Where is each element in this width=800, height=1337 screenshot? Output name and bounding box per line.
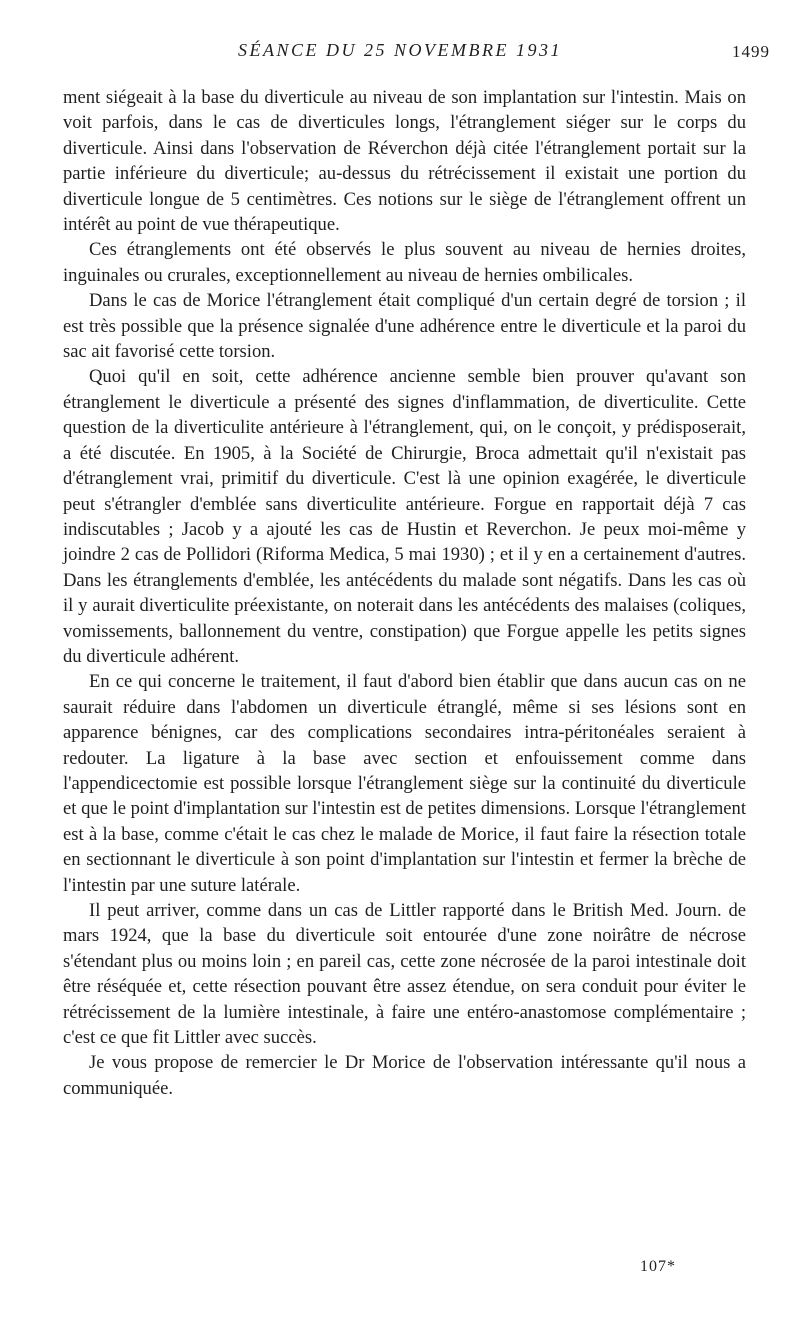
paragraph-3: Dans le cas de Morice l'étranglement était compliqué d'un certain degré de torsion ; il est très possible que la présence signalée d'une adhérence entre le diverticule et la paroi du sac ait favorisé cette torsion. — [63, 290, 746, 363]
signature-mark: 107* — [640, 1258, 676, 1275]
paragraph-2: Ces étranglements ont été observés le plus souvent au niveau de hernies droites, inguinales ou crurales, exceptionnellement au niveau de hernies ombilicales. — [63, 239, 746, 286]
paragraph-7: Je vous propose de remercier le Dr Morice de l'observation intéressante qu'il nous a communiquée. — [63, 1052, 746, 1099]
paragraph-5: En ce qui concerne le traitement, il faut d'abord bien établir que dans aucun cas on ne saurait réduire dans l'abdomen un diverticule étranglé, même si ses lésions sont en apparence bénignes, car des complications secondaires intra-péritonéales seraient à redouter. La ligature à la base avec section et enfouissement comme dans l'appendicectomie est possible lorsque l'étranglement siège sur la continuité du diverticule et que le point d'implantation sur l'intestin est de petites dimensions. Lorsque l'étranglement est à la base, comme c'était le cas chez le malade de Morice, il faut faire la résection totale en sectionnant le diverticule à son point d'implantation sur l'intestin et fermer la brèche de l'intestin par une suture latérale. — [63, 671, 746, 896]
body-text — [63, 85, 746, 1101]
running-header — [0, 40, 800, 70]
page-number: 1499 — [732, 42, 770, 61]
paragraph-6: Il peut arriver, comme dans un cas de Littler rapporté dans le British Med. Journ. de mars 1924, que la base du diverticule soit entourée d'une zone noirâtre de nécrose s'étendant plus ou moins loin ; en pareil cas, cette zone nécrosée de la paroi intestinale doit être réséquée et, cette résection pouvant être assez étendue, on sera conduit pour éviter le rétrécissement de la lumière intestinale, à faire une entéro-anastomose complémentaire ; c'est ce que fit Littler avec succès. — [63, 900, 746, 1049]
paragraph-1: ment siégeait à la base du diverticule au niveau de son implantation sur l'intestin. Mais on voit parfois, dans le cas de diverticules longs, l'étranglement siéger sur le corps du diverticule. Ainsi dans l'observation de Réverchon déjà citée l'étranglement portait sur la partie inférieure du diverticule; au-dessus du rétrécissement il existait une portion du diverticule longue de 5 centimètres. Ces notions sur le siège de l'étranglement offrent un intérêt au point de vue thérapeutique. — [63, 87, 746, 236]
header-title: SÉANCE DU 25 NOVEMBRE 1931 — [238, 40, 562, 60]
paragraph-4: Quoi qu'il en soit, cette adhérence ancienne semble bien prouver qu'avant son étranglement le diverticule a présenté des signes d'inflammation, de diverticulite. Cette question de la diverticulite antérieure à l'étranglement, qui, on le conçoit, y prédisposerait, a été discutée. En 1905, à la Société de Chirurgie, Broca admettait qu'il n'existait pas d'étranglement vrai, primitif du diverticule. C'est là une opinion exagérée, le diverticule peut s'étrangler d'emblée sans diverticulite antérieure. Forgue en rapportait déjà 7 cas indiscutables ; Jacob y a ajouté les cas de Hustin et Reverchon. Je peux moi-même y joindre 2 cas de Pollidori (Riforma Medica, 5 mai 1930) ; et il y en a certainement d'autres. Dans les étranglements d'emblée, les antécédents du malade sont négatifs. Dans les cas où il y aurait diverticulite préexistante, on noterait dans les antécédents des malaises (coliques, vomissements, ballonnement du ventre, constipation) que Forgue appelle les petits signes du diverticule adhérent. — [63, 366, 746, 667]
